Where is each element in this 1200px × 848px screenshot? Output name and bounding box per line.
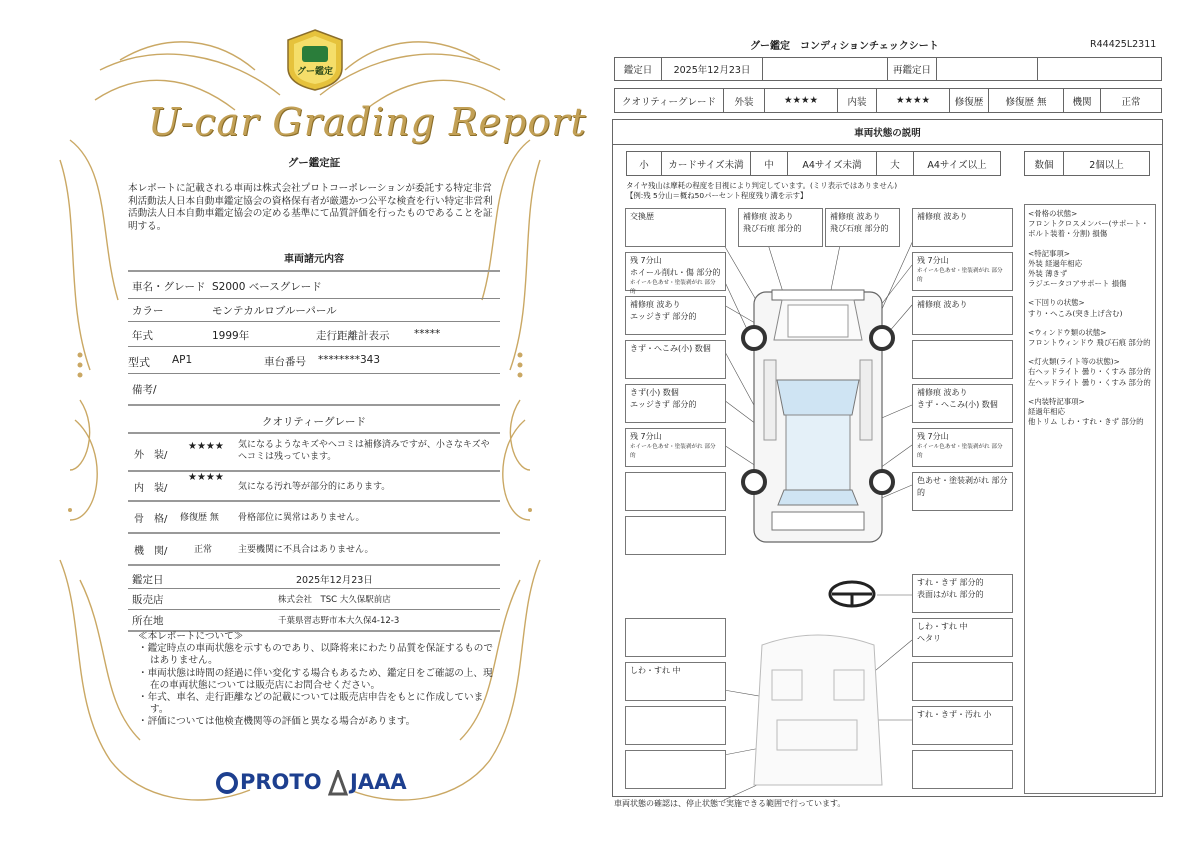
- spec-row-remarks: [128, 374, 500, 406]
- right-rear-tire-main: 残 7分山: [917, 432, 949, 441]
- note-item: ・評価については他検査機関等の評価と異なる場合があります。: [138, 716, 416, 728]
- spec-row-model: [128, 270, 500, 299]
- spec-heading: 車両諸元内容: [284, 254, 344, 265]
- remarks-label: 備考/: [132, 384, 157, 396]
- condition-box-empty: [625, 618, 726, 657]
- legend-large-desc: A4サイズ以上: [913, 151, 1001, 176]
- note-item: ・年式、車名、走行距離などの記載については販売店申告をもとに作成しています。: [138, 692, 484, 716]
- spec-row-year: [128, 322, 500, 347]
- model-label: 車名・グレード: [132, 281, 206, 293]
- legend-large: 大: [876, 151, 914, 176]
- repair-label: 修復歴: [949, 88, 989, 113]
- condition-box-left-door: きず・へこみ(小) 数個: [625, 340, 726, 379]
- frame-label: 骨 格/: [134, 514, 168, 525]
- condition-box-left-fender: 補修痕 波あり エッジきず 部分的: [625, 296, 726, 335]
- repair-value: 修復歴 無: [988, 88, 1064, 113]
- year-label: 年式: [132, 330, 153, 342]
- shop-label: 販売店: [132, 594, 164, 606]
- proto-logo-text: PROTO: [240, 770, 322, 794]
- left-front-tire-main: 残 7分山 ホイール削れ・傷 部分的: [630, 256, 721, 277]
- legend-mid: 中: [750, 151, 788, 176]
- goo-kantei-emblem: [284, 28, 346, 92]
- engine-value: 正常: [194, 545, 213, 555]
- type-label: 型式: [128, 356, 150, 369]
- frame-text: 骨格部位に異常はありません。: [238, 513, 365, 523]
- condition-box-empty: [912, 750, 1013, 789]
- side-note-title: <ウィンドウ類の状態>: [1028, 327, 1107, 337]
- address-value: 千葉県習志野市本大久保4-12-3: [278, 616, 400, 626]
- interior-label: 内 装/: [134, 483, 168, 494]
- side-note-body: フロントクロスメンバー(サポート・ボルト装着・分割) 損傷: [1028, 219, 1149, 239]
- right-front-tire-sub: ホイール色あせ・塗装剥がれ 部分的: [917, 268, 1003, 283]
- quality-row-exterior: [128, 432, 500, 472]
- side-note-body: フロントウィンドウ 飛び石痕 部分的: [1028, 338, 1151, 348]
- condition-box-bumper-left: 補修痕 波あり 飛び石痕 部分的: [738, 208, 823, 247]
- condition-box-right-seat: しわ・すれ 中 ヘタリ: [912, 618, 1013, 657]
- right-front-tire-main: 残 7分山: [917, 256, 949, 265]
- legend-small-desc: カードサイズ未満: [661, 151, 751, 176]
- certificate-intro: 本レポートに記載される車両は株式会社プロトコーポレーションが委託する特定非営利活動法人日本自動車鑑定協会の資格保有者が厳選かつ公平な検査を行い特定非営利活動法人日本自動車鑑定協会の定める基準にて品質評価を行ったものであることを証明する。: [128, 183, 493, 232]
- redate-label: 再鑑定日: [887, 57, 937, 81]
- legend-count: 数個: [1024, 151, 1064, 176]
- legend-small: 小: [626, 151, 662, 176]
- condition-box-right-front-tire: [912, 252, 1013, 291]
- emblem-label: グー鑑定: [296, 67, 333, 77]
- redate-value: [936, 57, 1038, 81]
- condition-box-hood: 補修痕 波あり 飛び石痕 部分的: [825, 208, 900, 247]
- report-id: R44425L2311: [1090, 39, 1157, 50]
- jaaa-logo-text: JAAA: [350, 770, 407, 794]
- side-note-title: <内装特記事項>: [1028, 396, 1085, 406]
- legend-mid-desc: A4サイズ未満: [787, 151, 877, 176]
- shop-row-name: [128, 589, 500, 610]
- condition-box-exchange: 交換歴: [625, 208, 726, 247]
- condition-box-empty: [912, 662, 1013, 701]
- side-notes-panel: [1024, 204, 1156, 794]
- int-label: 内装: [837, 88, 877, 113]
- report-notes: [138, 631, 498, 729]
- quality-row-interior: [128, 470, 500, 502]
- side-note-title: <特記事項>: [1028, 248, 1070, 258]
- proto-logo-icon: [216, 772, 238, 794]
- side-note-title: <骨格の状態>: [1028, 209, 1078, 218]
- blank-cell: [1037, 57, 1162, 81]
- condition-box-left-quarter: きず(小) 数個 エッジきず 部分的: [625, 384, 726, 423]
- model-value: S2000 ベースグレード: [212, 281, 322, 293]
- exterior-stars: ★★★★: [188, 441, 224, 452]
- note-item: ・車両状態は時間の経過に伴い変化する場合もあるため、鑑定日をご確認の上、現在の車両状態については販売店にお問合せください。: [138, 667, 493, 691]
- exterior-text: 気になるようなキズやヘコミは補修済みですが、小さなキズやヘコミは残っています。: [238, 440, 490, 462]
- condition-box-rear-bumper: 色あせ・塗装剥がれ 部分的: [912, 472, 1013, 511]
- condition-box-left-rear-tire: [625, 428, 726, 467]
- condition-box-rear-seat: すれ・きず・汚れ 小: [912, 706, 1013, 745]
- color-label: カラー: [132, 305, 164, 317]
- certificate-heading: グー鑑定証: [287, 157, 341, 169]
- color-value: モンテカルロブルーパール: [212, 305, 337, 317]
- address-label: 所在地: [132, 615, 164, 627]
- side-note-group: [1028, 328, 1152, 348]
- side-note-group: [1028, 209, 1152, 240]
- left-front-tire-sub: ホイール色あせ・塗装剥がれ 部分的: [630, 280, 716, 295]
- chassis-label: 車台番号: [264, 356, 306, 368]
- engine-label: 機 関/: [134, 546, 168, 557]
- condition-box-right-fender: 補修痕 波あり: [912, 296, 1013, 335]
- quality-row-engine: [128, 534, 500, 566]
- condition-box-steering: すれ・きず 部分的 表面はがれ 部分的: [912, 574, 1013, 613]
- side-note-body: すり・へこみ(突き上げ含む): [1028, 308, 1123, 318]
- condition-box-left-front-tire: [625, 252, 726, 295]
- notes-title: ≪本レポートについて≫: [138, 631, 244, 642]
- side-note-group: [1028, 249, 1152, 290]
- blank-cell: [762, 57, 888, 81]
- shop-row-address: [128, 610, 500, 632]
- year-value: 1999年: [212, 330, 250, 342]
- quality-heading: クオリティーグレード: [262, 416, 366, 428]
- appraisal-date-value: 2025年12月23日: [296, 575, 373, 586]
- int-stars: ★★★★: [876, 88, 950, 113]
- sheet-title: グー鑑定 コンディションチェックシート: [750, 41, 939, 52]
- chassis-value: ********343: [318, 354, 381, 366]
- interior-stars: ★★★★: [188, 472, 224, 483]
- engine-text: 主要機関に不具合はありません。: [238, 545, 374, 555]
- ext-label: 外装: [723, 88, 765, 113]
- engine-label: 機関: [1063, 88, 1101, 113]
- left-rear-tire-sub: ホイール色あせ・塗装剥がれ 部分的: [630, 444, 716, 459]
- side-note-group: [1028, 357, 1152, 388]
- quality-row-frame: [128, 502, 500, 534]
- engine-value: 正常: [1100, 88, 1162, 113]
- ext-stars: ★★★★: [764, 88, 838, 113]
- condition-heading: 車両状態の説明: [854, 128, 921, 139]
- divider: [612, 144, 1163, 145]
- appraisal-date-label: 鑑定日: [132, 574, 164, 586]
- legend-count-desc: 2個以上: [1063, 151, 1150, 176]
- side-note-group: [1028, 298, 1152, 318]
- report-script-title: U-car Grading Report: [148, 100, 587, 144]
- condition-box-right-quarter: 補修痕 波あり きず・へこみ(小) 数個: [912, 384, 1013, 423]
- mileage-label: 走行距離計表示: [316, 330, 390, 342]
- condition-box-left-seat: しわ・すれ 中: [625, 662, 726, 701]
- side-note-body: 経過年相応 他トリム しわ・すれ・きず 部分的: [1028, 407, 1144, 427]
- interior-text: 気になる汚れ等が部分的にあります。: [238, 482, 391, 492]
- exterior-label: 外 装/: [134, 450, 168, 461]
- left-rear-tire-main: 残 7分山: [630, 432, 662, 441]
- shop-value: 株式会社 TSC 大久保駅前店: [278, 595, 391, 605]
- type-value: AP1: [172, 354, 193, 366]
- side-note-title: <下回りの状態>: [1028, 298, 1085, 308]
- condition-box-bumper-right: 補修痕 波あり: [912, 208, 1013, 247]
- date-label: 鑑定日: [614, 57, 662, 81]
- side-note-body: 外装 経過年相応 外装 薄きず ラジエータコアサポート 損傷: [1028, 258, 1127, 289]
- shop-row-date: [128, 568, 500, 589]
- right-rear-tire-sub: ホイール色あせ・塗装剥がれ 部分的: [917, 444, 1003, 459]
- condition-box-empty: [912, 340, 1013, 379]
- condition-box-empty: [625, 472, 726, 511]
- mileage-value: *****: [414, 328, 441, 340]
- spec-row-color: [128, 297, 500, 322]
- side-note-group: [1028, 397, 1152, 428]
- footer-note: 車両状態の確認は、停止状態で実施できる範囲で行っています。: [614, 799, 846, 808]
- condition-box-right-rear-tire: [912, 428, 1013, 467]
- note-item: ・鑑定時点の車両状態を示すものであり、以降将来にわたり品質を保証するものではありません。: [138, 643, 493, 667]
- condition-box-empty: [625, 750, 726, 789]
- quality-label: クオリティーグレード: [614, 88, 724, 113]
- spec-row-type: [128, 347, 500, 374]
- side-note-title: <灯火類(ライト等の状態)>: [1028, 357, 1120, 367]
- tire-note-1: タイヤ残山は摩耗の程度を目視により判定しています。(ミリ表示ではありません): [626, 181, 898, 190]
- tire-note-2: 【例:残 5分山＝概ね50パーセント程度残り溝を示す】: [626, 191, 808, 200]
- condition-box-empty: [625, 706, 726, 745]
- side-note-body: 右ヘッドライト 曇り・くすみ 部分的 左ヘッドライト 曇り・くすみ 部分的: [1028, 367, 1151, 387]
- date-value: 2025年12月23日: [661, 57, 763, 81]
- condition-box-empty: [625, 516, 726, 555]
- frame-value: 修復歴 無: [180, 513, 219, 523]
- jaaa-logo-icon: [328, 770, 348, 796]
